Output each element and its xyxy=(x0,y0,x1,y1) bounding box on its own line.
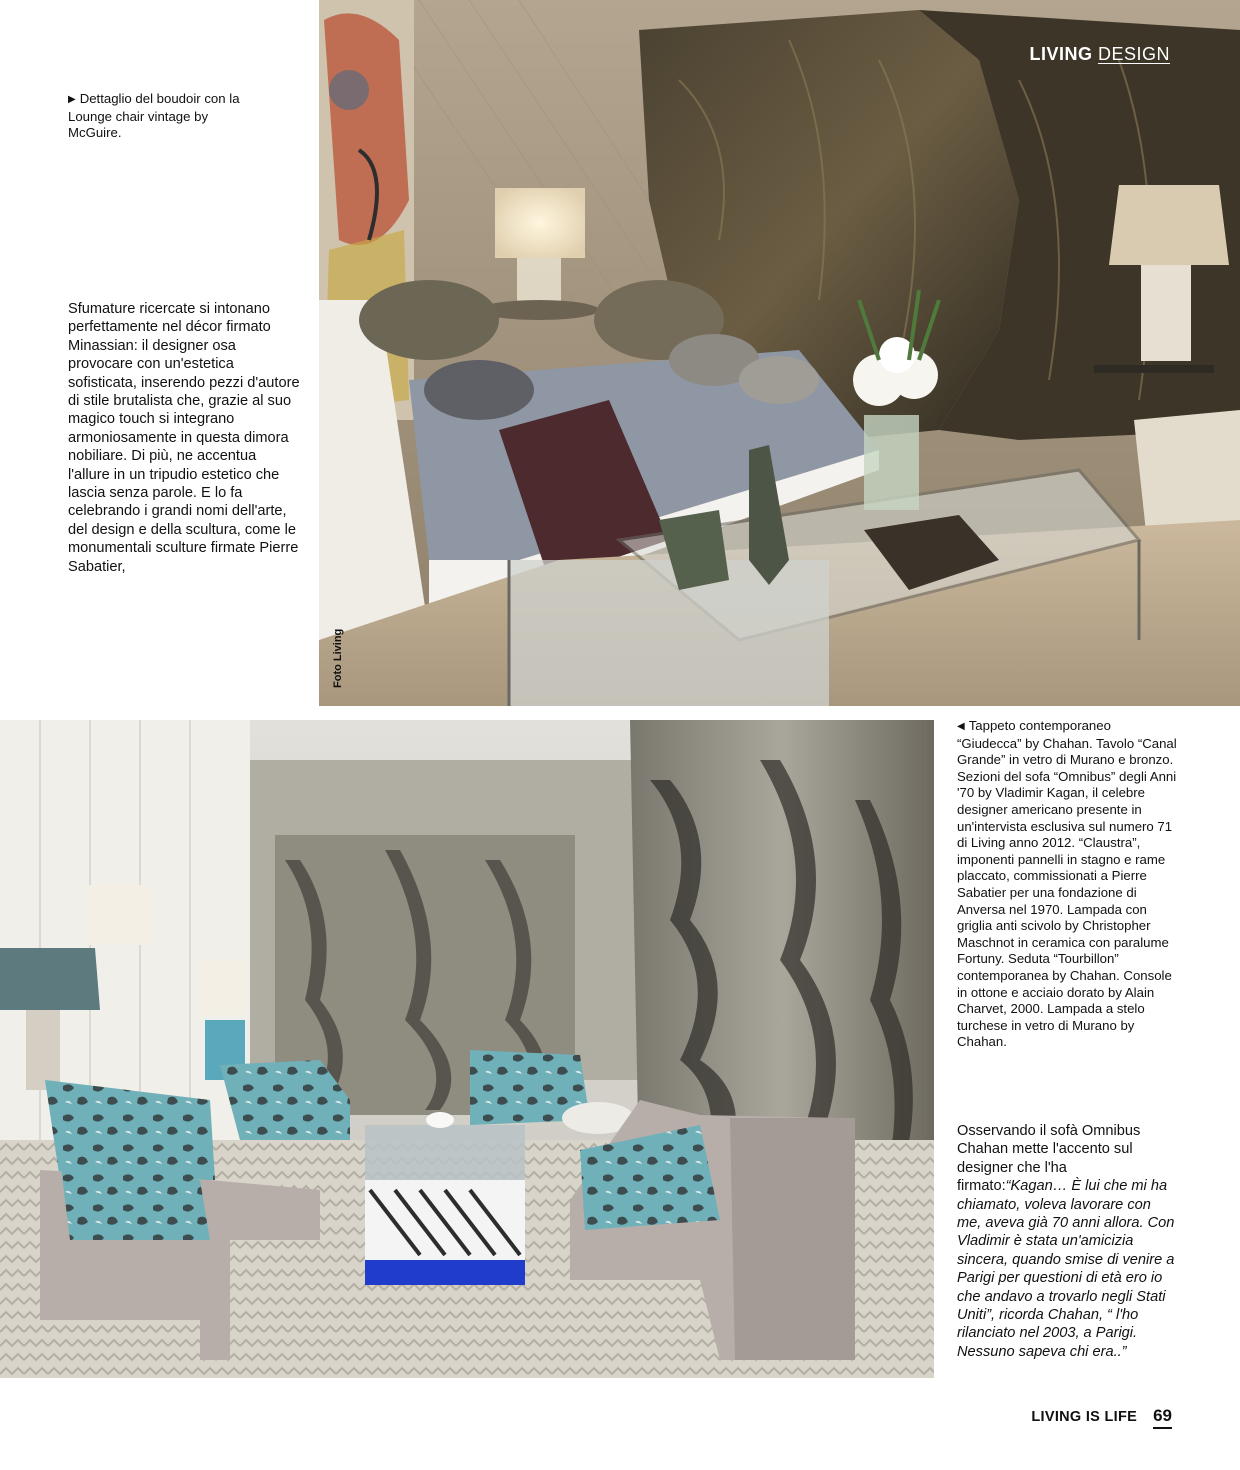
page-number: 69 xyxy=(1153,1406,1172,1429)
photo-living-room xyxy=(0,720,934,1378)
caption-left-arrow-icon: ◀ xyxy=(957,721,965,732)
body-text-right-quote: “Kagan… È lui che mi ha chiamato, voleva lavorare con me, aveva già 70 anni allora. Con Vladimir è stata un'amicizia sincera, quando smise di venire a Parigi per questioni di età ero io che andavo a trovarlo negli Stati Uniti”, ricorda Chahan, “ l'ho rilanciato nel 2003, a Parigi. Nessuno sapeva chi era..” xyxy=(957,1178,1175,1360)
caption-living-room xyxy=(957,718,1179,1051)
section-header-strong: LIVING xyxy=(1029,44,1093,64)
photo-boudoir xyxy=(319,0,1240,706)
body-text-left: Sfumature ricercate si intonano perfettamente nel décor firmato Minassian: il designer osa provocare con un'estetica sofisticata, inserendo pezzi d'autore di stile brutalista che, grazie al suo magico touch si integrano armoniosamente in questa dimora nobiliare. Di più, ne accentua l'allure in un tripudio estetico che lascia senza parole. E lo fa celebrando i grandi nomi dell'arte, del design e della scultura, come le monumentali sculture firmate Pierre Sabatier, xyxy=(68,301,300,575)
photo-credit: Foto Living xyxy=(332,628,344,688)
caption-living-room-text: Tappeto contemporaneo “Giudecca” by Chahan. Tavolo “Canal Grande” in vetro di Murano e bronzo. Sezioni del sofa “Omnibus” degli Anni '70 by Vladimir Kagan, il celebre designer americano presente in un'intervista esclusiva sul numero 71 di Living anno 2012. “Claustra”, imponenti pannelli in stagno e rame placcato, commissionati a Pierre Sabatier per una fondazione di Anversa nel 1970. Lampada con griglia anti scivolo by Christopher Maschnot in ceramica con paralume Fortuny. Seduta “Tourbillon” contemporanea by Chahan. Console in ottone e acciaio dorato by Alain Charvet, 2000. Lampada a stelo turchese in vetro di Murano by Chahan. xyxy=(957,718,1177,1050)
photo-living-room-illustration xyxy=(0,720,934,1378)
caption-boudoir-text: Dettaglio del boudoir con la Lounge chair vintage by McGuire. xyxy=(68,91,240,141)
body-text-right xyxy=(957,1122,1179,1361)
magazine-name: LIVING IS LIFE xyxy=(1031,1409,1138,1425)
body-text-right-intro: Osservando il sofà Omnibus Chahan mette l'accento sul designer che l'ha firmato: xyxy=(957,1123,1141,1195)
photo-boudoir-illustration xyxy=(319,0,1240,706)
caption-boudoir xyxy=(68,91,258,142)
caption-right-arrow-icon: ▶ xyxy=(68,94,76,105)
section-header xyxy=(1029,44,1170,65)
section-header-light: DESIGN xyxy=(1097,44,1170,64)
page-footer xyxy=(1031,1406,1172,1429)
